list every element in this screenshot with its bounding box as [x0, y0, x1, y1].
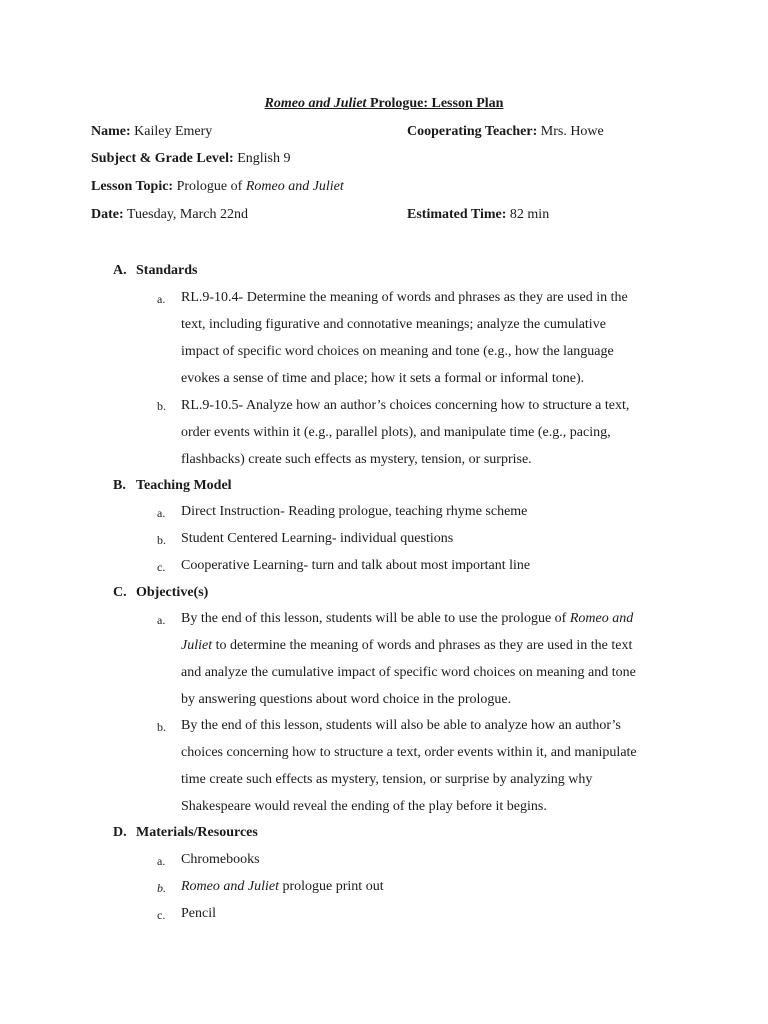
subject-row: Subject & Grade Level: English 9 — [91, 151, 291, 166]
list-item-line: By the end of this lesson, students will be able to use the prologue of Romeo and — [181, 611, 634, 626]
list-item: Romeo and Juliet prologue print out — [181, 879, 384, 894]
list-item-line: time create such effects as mystery, tension, or surprise by analyzing why — [181, 772, 593, 787]
list-item-line: RL.9-10.5- Analyze how an author’s choices concerning how to structure a text, — [181, 398, 630, 413]
list-item: Student Centered Learning- individual questions — [181, 531, 454, 546]
item-marker: a. — [157, 854, 166, 868]
item-marker: a. — [157, 613, 166, 627]
section-b-title: Teaching Model — [136, 478, 232, 493]
section-a-title: Standards — [136, 263, 198, 278]
topic-row: Lesson Topic: Prologue of Romeo and Juliet — [91, 179, 344, 194]
item-marker: b. — [157, 720, 166, 734]
time-row: Estimated Time: 82 min — [407, 207, 550, 222]
list-item-line: evokes a sense of time and place; how it sets a formal or informal tone). — [181, 371, 585, 386]
date-row: Date: Tuesday, March 22nd — [91, 207, 248, 222]
page-title: Romeo and Juliet Prologue: Lesson Plan — [264, 96, 504, 111]
item-marker: a. — [157, 292, 166, 306]
item-marker: b. — [157, 399, 166, 413]
item-marker: c. — [157, 908, 166, 922]
list-item-line: Juliet to determine the meaning of words and phrases as they are used in the text — [181, 638, 633, 653]
section-c-title: Objective(s) — [136, 585, 209, 600]
item-marker: b. — [157, 533, 166, 547]
list-item-line: flashbacks) create such effects as mystery, tension, or surprise. — [181, 452, 532, 467]
name-row: Name: Kailey Emery — [91, 124, 213, 139]
list-item: Cooperative Learning- turn and talk about most important line — [181, 558, 531, 573]
list-item-line: text, including figurative and connotative meanings; analyze the cumulative — [181, 317, 606, 332]
list-item-line: choices concerning how to structure a text, order events within it, and manipulate — [181, 745, 637, 760]
section-d-title: Materials/Resources — [136, 825, 258, 840]
item-marker: c. — [157, 560, 166, 574]
item-marker: a. — [157, 506, 166, 520]
section-c-letter: C. — [113, 585, 127, 600]
list-item-line: order events within it (e.g., parallel plots), and manipulate time (e.g., pacing, — [181, 425, 611, 440]
list-item-line: and analyze the cumulative impact of specific word choices on meaning and tone — [181, 665, 636, 680]
section-d-letter: D. — [113, 825, 127, 840]
list-item-line: impact of specific word choices on meaning and tone (e.g., how the language — [181, 344, 614, 359]
teacher-row: Cooperating Teacher: Mrs. Howe — [407, 124, 604, 139]
list-item-line: By the end of this lesson, students will also be able to analyze how an author’s — [181, 718, 621, 733]
item-marker: b. — [157, 881, 166, 895]
list-item-line: Shakespeare would reveal the ending of the play before it begins. — [181, 799, 547, 814]
section-a-letter: A. — [113, 263, 127, 278]
list-item: Chromebooks — [181, 852, 260, 867]
list-item: Pencil — [181, 906, 216, 921]
section-b-letter: B. — [113, 478, 126, 493]
list-item-line: RL.9-10.4- Determine the meaning of words and phrases as they are used in the — [181, 290, 628, 305]
list-item-line: by answering questions about word choice in the prologue. — [181, 692, 512, 707]
list-item: Direct Instruction- Reading prologue, teaching rhyme scheme — [181, 504, 528, 519]
